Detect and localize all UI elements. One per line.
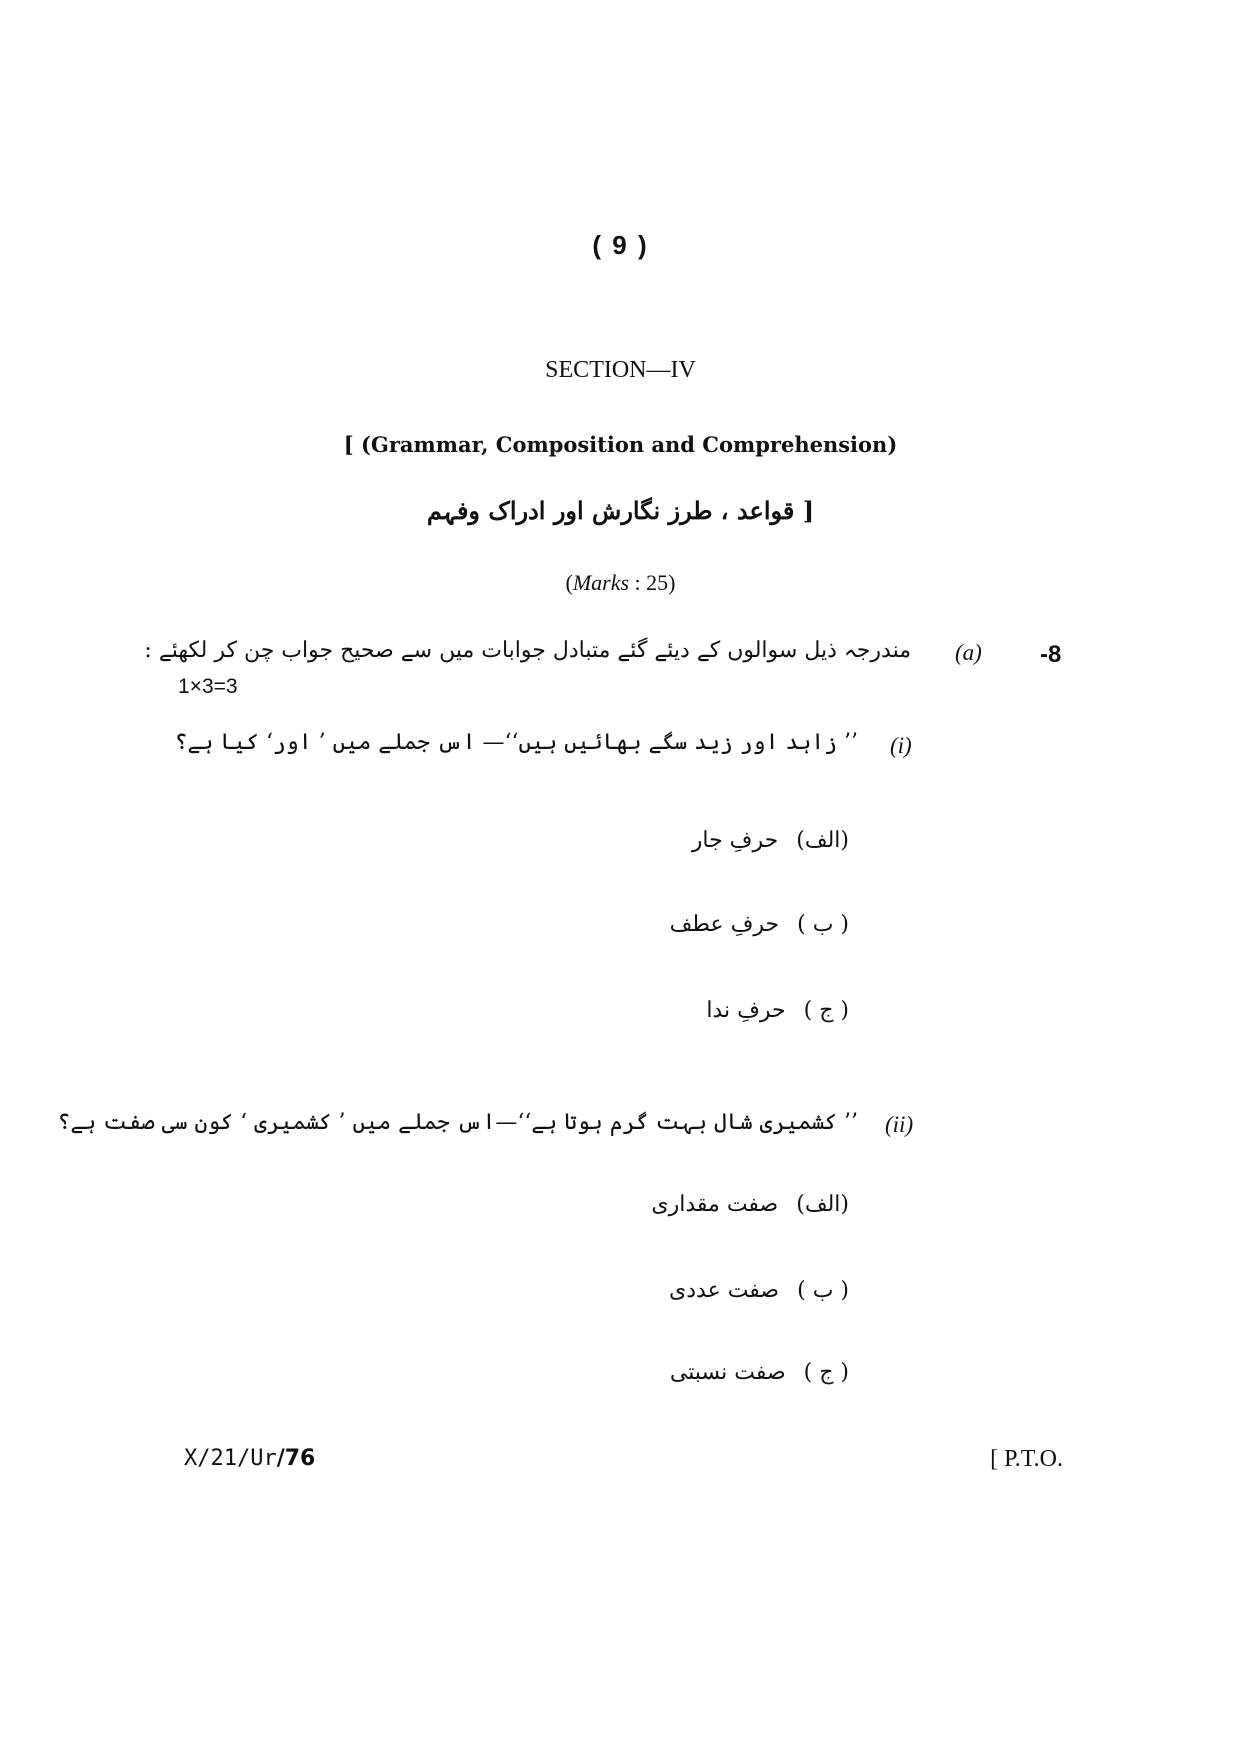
option-item <box>670 1360 849 1385</box>
section-marks <box>0 570 1241 596</box>
section-title: SECTION—IV <box>545 357 696 383</box>
option-label: ( ب ) <box>797 1278 849 1303</box>
option-label: ( ج ) <box>803 998 849 1023</box>
option-item <box>669 1278 849 1303</box>
question-instruction: مندرجہ ذیل سوالوں کے دیئے گئے متبادل جوابات میں سے صحیح جواب چن کر لکھئے : <box>144 638 911 663</box>
marks-value: : 25) <box>634 570 676 595</box>
option-text: حرفِ عطف <box>669 912 780 937</box>
paper-code-number: /76 <box>276 1446 316 1471</box>
option-label: (الف) <box>796 1192 849 1217</box>
subquestion-text: ’’ کشمیری شال بہت گرم ہوتا ہے‘‘—اس جملے میں ’ کشمیری ‘ کون سی صفت ہے؟ <box>57 1110 858 1135</box>
paper-code <box>184 1446 315 1471</box>
option-text: حرفِ ندا <box>706 998 786 1023</box>
option-item <box>706 998 849 1023</box>
question-part: (a) <box>955 640 982 665</box>
option-label: ( ب ) <box>797 912 849 937</box>
option-label: ( ج ) <box>803 1360 849 1385</box>
page-number: ( 9 ) <box>592 230 649 260</box>
option-text: صفت عددی <box>669 1278 780 1303</box>
option-item <box>651 1192 849 1217</box>
question-number: -8 <box>1040 641 1062 668</box>
section-subtitle-urdu: [ قواعد ، طرز نگارش اور ادراک وفہم <box>426 496 815 525</box>
option-text: حرفِ جار <box>691 828 779 853</box>
option-text: صفت نسبتی <box>669 1360 786 1385</box>
option-label: (الف) <box>796 828 849 853</box>
option-item <box>670 912 849 937</box>
section-subtitle-english: [ (Grammar, Composition and Comprehension) <box>343 432 898 457</box>
subquestion-text: ’’ زاہد اور زید سگے بھائیں ہیں‘‘— اس جملے میں ’ اور‘ کیا ہے؟ <box>174 730 858 755</box>
subquestion-number: (i) <box>890 733 912 758</box>
marks-distribution: 1×3=3 <box>178 675 238 698</box>
paper-code-prefix: X/21/Ur <box>184 1446 277 1471</box>
option-item <box>692 828 849 853</box>
marks-open: ( <box>565 570 573 595</box>
subquestion-number: (ii) <box>885 1112 914 1137</box>
please-turn-over: [ P.T.O. <box>990 1446 1063 1472</box>
marks-label: Marks <box>572 570 630 595</box>
option-text: صفت مقداری <box>651 1192 779 1217</box>
